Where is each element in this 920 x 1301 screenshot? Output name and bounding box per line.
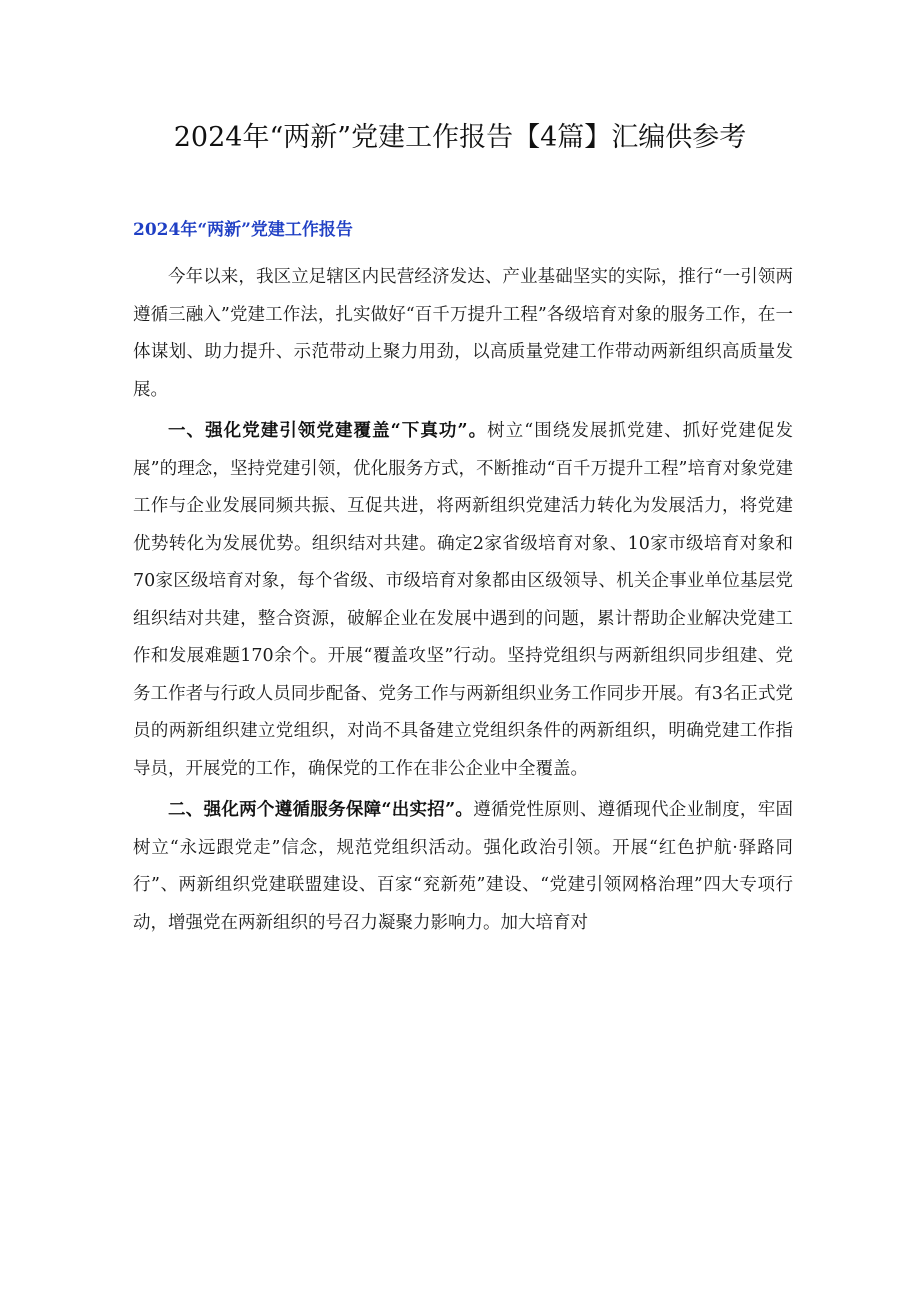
document-body: [133, 259, 793, 942]
paragraph-intro: [133, 259, 793, 409]
section-heading: 2024年“两新”党建工作报告: [133, 220, 353, 240]
document-title: 2024年“两新”党建工作报告【4篇】汇编供参考: [173, 122, 747, 153]
paragraph-lead: 二、强化两个遵循服务保障“出实招”。: [168, 800, 474, 820]
paragraph-lead: 一、强化党建引领党建覆盖“下真功”。: [168, 421, 488, 441]
paragraph-text: 遵循党性原则、遵循现代企业制度，牢固树立“永远跟党走”信念，规范党组织活动。强化政治引领。开展“红色护航·驿路同行”、两新组织党建联盟建设、百家“兖新苑”建设、“党建引领网格治理”四大专项行动，增强党在两新组织的号召力凝聚力影响力。加大培育对: [133, 800, 793, 933]
paragraph-section-1: [133, 413, 793, 788]
paragraph-text: 今年以来，我区立足辖区内民营经济发达、产业基础坚实的实际，推行“一引领两遵循三融入”党建工作法，扎实做好“百千万提升工程”各级培育对象的服务工作，在一体谋划、助力提升、示范带动上聚力用劲，以高质量党建工作带动两新组织高质量发展。: [133, 267, 793, 400]
paragraph-section-2: [133, 792, 793, 942]
paragraph-text: 树立“围绕发展抓党建、抓好党建促发展”的理念，坚持党建引领，优化服务方式，不断推动“百千万提升工程”培育对象党建工作与企业发展同频共振、互促共进，将两新组织党建活力转化为发展活力，将党建优势转化为发展优势。组织结对共建。确定2家省级培育对象、10家市级培育对象和70家区级培育对象，每个省级、市级培育对象都由区级领导、机关企事业单位基层党组织结对共建，整合资源，破解企业在发展中遇到的问题，累计帮助企业解决党建工作和发展难题170余个。开展“覆盖攻坚”行动。坚持党组织与两新组织同步组建、党务工作者与行政人员同步配备、党务工作与两新组织业务工作同步开展。有3名正式党员的两新组织建立党组织，对尚不具备建立党组织条件的两新组织，明确党建工作指导员，开展党的工作，确保党的工作在非公企业中全覆盖。: [133, 421, 793, 779]
